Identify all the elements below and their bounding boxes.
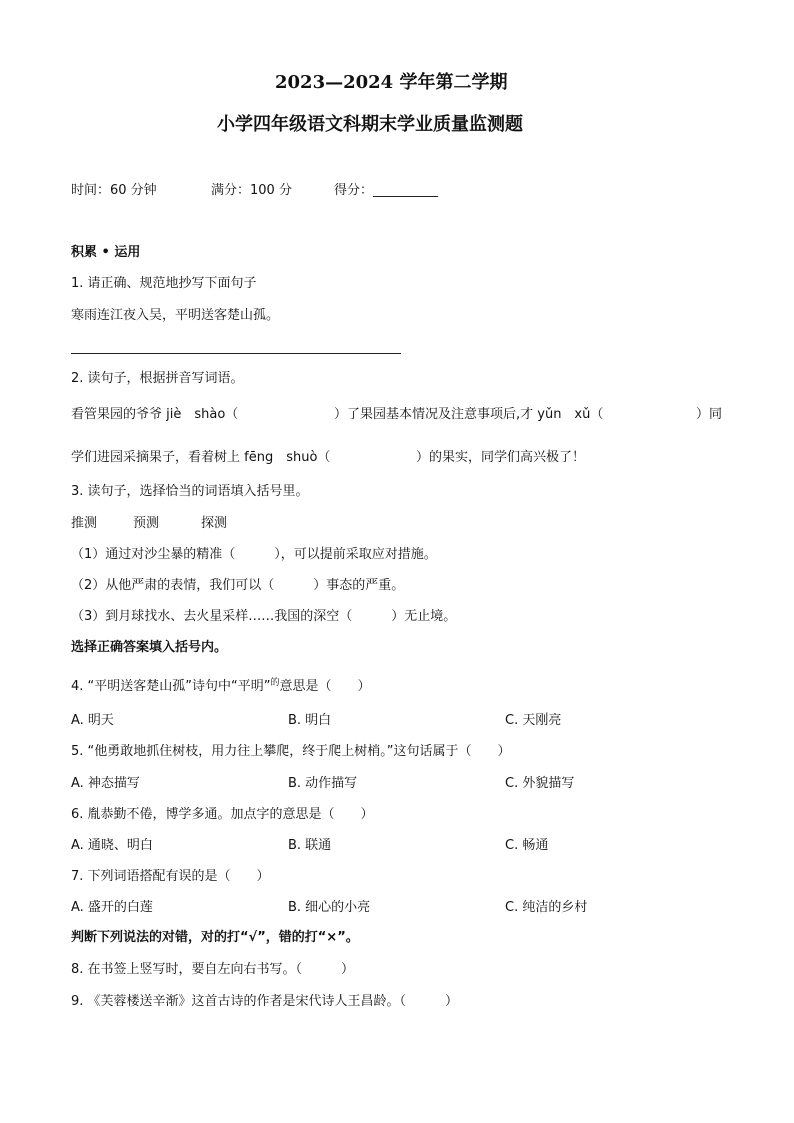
section-heading-accumulation: 积累 • 运用 — [71, 245, 141, 260]
question-3-sentence-2: （2）从他严肃的表情，我们可以（ ）事态的严重。 — [71, 578, 405, 593]
question-4-option-c[interactable]: C. 天刚亮 — [505, 713, 562, 728]
question-4-option-b[interactable]: B. 明白 — [288, 713, 332, 728]
question-8: 8. 在书签上竖写时，要自左向右书写。（ ） — [71, 962, 355, 977]
meta-gain: 得分：__________ — [334, 183, 439, 198]
question-4-sup: 的 — [270, 678, 280, 688]
question-6-option-b[interactable]: B. 联通 — [288, 838, 332, 853]
question-4-text-b: 意思是（ ） — [279, 679, 371, 694]
question-5-option-c[interactable]: C. 外貌描写 — [505, 776, 575, 791]
question-2: 2. 读句子，根据拼音写词语。 — [71, 371, 244, 386]
question-2-line2-b: ）的果实，同学们高兴极了！ — [416, 450, 586, 465]
question-2-line2-a: 学们进园采摘果子，看着树上 fēng shuò（ — [71, 450, 331, 465]
question-3-sentence-1: （1）通过对沙尘暴的精准（ ），可以提前采取应对措施。 — [71, 547, 437, 562]
question-6-option-a[interactable]: A. 通晓、明白 — [71, 838, 153, 853]
question-4 — [71, 678, 371, 696]
question-3: 3. 读句子，选择恰当的词语填入括号里。 — [71, 484, 309, 499]
question-5-option-a[interactable]: A. 神态描写 — [71, 776, 140, 791]
page-title-subject: 小学四年级语文科期末学业质量监测题 — [217, 114, 523, 135]
word-option-3: 探测 — [201, 516, 228, 531]
question-6: 6. 胤恭勤不倦，博学多通。加点字的意思是（ ） — [71, 807, 374, 822]
question-2-line1-b: ）了果园基本情况及注意事项后,才 yǔn xǔ（ — [334, 407, 604, 422]
question-1: 1. 请正确、规范地抄写下面句子 — [71, 276, 257, 291]
word-option-1: 推测 — [71, 516, 98, 531]
section-heading-choice: 选择正确答案填入括号内。 — [71, 640, 228, 655]
question-3-sentence-3: （3）到月球找水、去火星采样……我国的深空（ ）无止境。 — [71, 609, 457, 624]
question-9: 9. 《芙蓉楼送辛渐》这首古诗的作者是宋代诗人王昌龄。（ ） — [71, 994, 459, 1009]
question-1-sentence: 寒雨连江夜入吴，平明送客楚山孤。 — [71, 308, 280, 323]
meta-time: 时间：60 分钟 — [71, 183, 157, 198]
question-2-line1-a: 看管果园的爷爷 jiè shào（ — [71, 407, 239, 422]
page-title-year: 2023—2024 学年第二学期 — [275, 72, 508, 93]
meta-score: 满分：100 分 — [211, 183, 292, 198]
question-7-option-b[interactable]: B. 细心的小亮 — [288, 900, 371, 915]
question-5-option-b[interactable]: B. 动作描写 — [288, 776, 358, 791]
question-7-option-c[interactable]: C. 纯洁的乡村 — [505, 900, 588, 915]
question-7: 7. 下列词语搭配有误的是（ ） — [71, 869, 270, 884]
word-option-2: 预测 — [133, 516, 160, 531]
question-6-option-c[interactable]: C. 畅通 — [505, 838, 549, 853]
section-heading-judgement: 判断下列说法的对错，对的打“√”，错的打“×”。 — [71, 930, 359, 945]
question-4-option-a[interactable]: A. 明天 — [71, 713, 114, 728]
question-2-line1-c: ）同 — [696, 407, 723, 422]
question-4-text-a: 4. “平明送客楚山孤”诗句中“平明” — [71, 679, 271, 694]
copy-answer-line[interactable] — [71, 353, 401, 354]
question-7-option-a[interactable]: A. 盛开的白莲 — [71, 900, 153, 915]
question-5: 5. “他勇敢地抓住树枝，用力往上攀爬，终于爬上树梢。”这句话属于（ ） — [71, 744, 511, 759]
